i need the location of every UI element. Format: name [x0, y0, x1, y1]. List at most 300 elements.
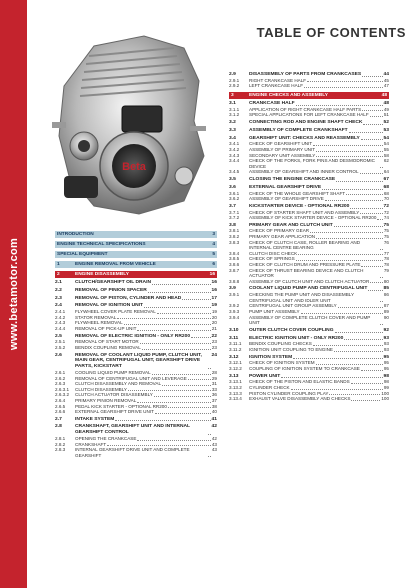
dot-leader — [334, 348, 383, 352]
toc-entry-number: 2.9.2 — [229, 83, 240, 89]
toc-entry-page: 85 — [383, 286, 389, 292]
dot-leader — [155, 410, 211, 414]
toc-entry-number: 2.6.3.2 — [55, 392, 70, 398]
toc-entry-number: 2.6.2 — [55, 375, 66, 381]
toc-entry-number: 3.8.2 — [229, 234, 240, 240]
dot-leader — [191, 334, 211, 338]
toc-entry-number: 3.6.1 — [229, 190, 240, 196]
toc-entry-page: 17 — [211, 295, 217, 301]
toc-entry-page: 24 — [211, 352, 217, 358]
toc-entry-title: REMOVAL OF IGNITION UNIT — [75, 303, 144, 309]
toc-entry-number: 3.3 — [229, 127, 236, 133]
toc-band-specifications[interactable]: ENGINE TECHNICAL SPECIFICATIONS 4 — [57, 242, 215, 247]
engine-photo — [34, 26, 216, 220]
toc-entry-title: COUPLING OF IGNITION SYSTEM TO CRANKCASE — [249, 365, 360, 371]
dot-leader — [322, 186, 382, 190]
toc-entry-page: 75 — [383, 222, 389, 228]
toc-entry-title: RIGHT CRANKCASE HALF — [249, 77, 307, 83]
toc-entry-page: 95 — [383, 365, 389, 371]
toc-entry-page: 75 — [383, 228, 389, 234]
toc-entry-number: 3.4.2 — [229, 146, 240, 152]
toc-entry-number: 3.1.2 — [229, 112, 240, 118]
toc-entry-number: 3.8.4 — [229, 250, 240, 256]
toc-entry-title: CLUTCH DISASSEMBLY AND REMOVAL — [75, 381, 162, 387]
toc-entry-page: 89 — [383, 309, 389, 314]
toc-entry-page: 28 — [211, 369, 217, 375]
toc-entry-title: CLUTCH ACTUATOR DISASSEMBLY — [75, 392, 153, 398]
dot-leader — [208, 431, 211, 435]
dot-leader — [137, 437, 210, 441]
dot-leader — [363, 121, 382, 125]
toc-entry-title: REMOVAL OF COOLANT LIQUID PUMP, CLUTCH UNIT, MAIN GEAR, CENTRIFUGAL UNIT, GEARSHIFT DRIVE PARTS, KICKSTART — [75, 352, 202, 370]
toc-entry-number: 2.6.6 — [55, 409, 66, 415]
dot-leader — [124, 321, 211, 325]
toc-entry-title: PEDAL KICK STARTER - OPTIONAL RR200 — [75, 403, 167, 409]
dot-leader — [291, 386, 383, 390]
toc-entry-number: 2.6.1 — [55, 369, 66, 375]
toc-entry-page: 77 — [383, 250, 389, 256]
toc-entry-number: 3.11 — [229, 335, 239, 341]
toc-entry-title: CHECK OF GEARSHIFT UNIT — [249, 141, 313, 147]
toc-entry-page: 20 — [211, 320, 217, 326]
toc-entry-title: CLUTCH DISC CHECK — [249, 250, 298, 256]
toc-entry[interactable] — [55, 424, 217, 436]
toc-entry[interactable] — [229, 169, 389, 175]
toc-entry[interactable] — [229, 83, 389, 89]
dot-leader — [208, 365, 211, 369]
toc-entry-page: 20 — [211, 314, 217, 320]
toc-entry-title: EXHAUST VALVE DISASSEMBLY AND CHECKS — [249, 396, 351, 402]
toc-entry-title: CHECK OF THE WHOLE GEARSHIFT SHAFT — [249, 190, 346, 196]
toc-entry[interactable] — [55, 409, 217, 415]
sidebar-red-bar — [0, 0, 27, 588]
toc-entry-number: 2.4.2 — [55, 314, 66, 320]
dot-leader — [296, 102, 383, 106]
dot-leader — [182, 296, 210, 300]
toc-entry-number: 3.7.2 — [229, 215, 240, 221]
toc-entry-page: 80 — [383, 278, 389, 284]
dot-leader — [350, 205, 382, 209]
toc-entry-title: COOLING LIQUID PUMP REMOVAL — [75, 369, 151, 375]
beta-logo: Beta — [122, 161, 146, 173]
toc-entry-number: 3.13.2 — [229, 384, 242, 390]
dot-leader — [316, 361, 383, 365]
toc-entry-number: 3.9.4 — [229, 314, 240, 320]
toc-entry-title: CHECKING THE PUMP UNIT AND DISASSEMBLY CENTRIFUGAL UNIT AND IDLER UNIT — [249, 292, 355, 303]
toc-entry-page: 22 — [211, 333, 217, 339]
dot-leader — [301, 310, 383, 314]
toc-entry-number: 3.8.3 — [229, 239, 240, 245]
dot-leader — [307, 78, 383, 82]
dot-leader — [148, 289, 211, 293]
toc-entry-title: STATOR REMOVAL — [75, 314, 117, 320]
dot-leader — [304, 84, 383, 88]
toc-entry-title: PRIMARY GEAR APPLICATION — [249, 234, 316, 240]
toc-entry-number: 2.4.4 — [55, 325, 66, 331]
toc-right-entries — [229, 101, 389, 402]
toc-entry-number: 3.7.1 — [229, 209, 240, 215]
toc-entry-number: 2.6.4 — [55, 397, 66, 403]
toc-entry-page: 86 — [383, 292, 389, 298]
toc-entry-title: LEFT CRANKCASE HALF — [249, 83, 304, 89]
toc-entry-title: FLYWHEEL REMOVAL — [75, 320, 123, 326]
toc-entry-title: ASSEMBLY OF CLUTCH UNIT AND CLUTCH ACTUATOR — [249, 278, 370, 284]
toc-entry-page: 75 — [383, 234, 389, 240]
toc-entry-page: 98 — [383, 373, 389, 379]
toc-entry-page: 29 — [211, 375, 217, 381]
toc-entry-number: 2.8.2 — [55, 441, 66, 447]
toc-entry-page: 16 — [211, 287, 217, 293]
dot-leader — [351, 397, 380, 401]
dot-leader — [361, 263, 382, 267]
toc-entry-number: 3.4.1 — [229, 141, 240, 147]
dot-leader — [344, 336, 382, 340]
toc-entry-page: 64 — [383, 169, 389, 175]
toc-entry-title: COOLANT LIQUID PUMP AND CENTRIFUGAL UNIT — [249, 286, 368, 292]
toc-entry-title: REMOVAL OF ELECTRIC IGNITION - ONLY RR200 — [75, 333, 191, 339]
toc-entry-number: 2.8.3 — [55, 447, 66, 453]
dot-leader — [362, 73, 382, 77]
dot-leader — [313, 142, 383, 146]
toc-entry-number: 3.2 — [229, 119, 236, 125]
toc-entry-title: OPENING THE CRANKCASE — [75, 436, 137, 442]
toc-entry-page: 62 — [383, 158, 389, 164]
toc-entry[interactable] — [229, 366, 389, 372]
toc-entry-title: CLOSING THE ENGINE CRANKCASE — [249, 176, 336, 182]
dot-leader — [144, 304, 211, 308]
toc-entry-title: EXTERNAL GEARSHIFT DRIVE UNIT — [75, 409, 154, 415]
dot-leader — [142, 346, 211, 350]
toc-entry-page: 78 — [383, 256, 389, 262]
toc-entry-page: 74 — [383, 215, 389, 221]
toc-entry-number: 3.8.5 — [229, 256, 240, 262]
toc-entry-title: APPLICATION OF RIGHT CRANKCASE HALF PARTS — [249, 106, 362, 112]
dot-leader — [208, 453, 211, 457]
toc-entry-title: CHECK OF SPRINGS — [249, 256, 295, 262]
toc-entry-number: 2.9.1 — [229, 77, 240, 83]
toc-entry-page: 68 — [383, 190, 389, 196]
toc-section-1[interactable]: 1 ENGINE REMOVAL FROM VEHICLE 6 — [57, 262, 215, 267]
toc-entry[interactable] — [55, 345, 217, 351]
toc-entry[interactable] — [55, 447, 217, 458]
toc-entry[interactable] — [55, 296, 217, 302]
toc-entry-page: 19 — [211, 303, 217, 309]
toc-entry[interactable] — [229, 120, 389, 126]
toc-entry-page: 53 — [383, 127, 389, 133]
toc-section-3[interactable]: 3 ENGINE CHECKS AND ASSEMBLY 48 — [231, 92, 387, 98]
toc-entry[interactable] — [229, 196, 389, 202]
dot-leader — [310, 229, 383, 233]
toc-entry-number: 2.9 — [229, 72, 236, 77]
toc-entry[interactable] — [229, 268, 389, 279]
toc-right-column — [229, 70, 389, 402]
toc-entry-page: 52 — [383, 119, 389, 125]
toc-entry-number: 3.8 — [229, 222, 236, 228]
toc-entry[interactable] — [229, 328, 389, 334]
dot-leader — [329, 391, 380, 395]
toc-entry-number: 2.1 — [55, 280, 62, 285]
toc-entry-title: REMOVAL OF PINION SPACER — [75, 287, 147, 293]
toc-entry-title: IGNITION SYSTEM — [249, 354, 293, 360]
toc-entry-number: 3.12 — [229, 354, 239, 360]
toc-entry-title: PRIMARY PINION REMOVAL — [75, 397, 137, 403]
toc-entry-page: 72 — [383, 203, 389, 209]
toc-entry-number: 2.5.2 — [55, 344, 66, 350]
toc-entry-number: 3.4.5 — [229, 169, 240, 175]
toc-entry-title: SECONDARY UNIT ASSEMBLY — [249, 152, 316, 158]
toc-section-2[interactable]: 2 ENGINE DISASSEMBLY 16 — [57, 272, 215, 277]
toc-entry-page: 92 — [383, 327, 389, 333]
dot-leader — [380, 246, 383, 250]
toc-entry-number: 2.8 — [55, 424, 62, 430]
toc-right-top-entries — [229, 72, 389, 89]
toc-entry-page: 21 — [211, 325, 217, 331]
toc-entry-page: 42 — [211, 424, 217, 430]
dot-leader — [360, 170, 383, 174]
toc-entry[interactable] — [229, 240, 389, 251]
toc-entry[interactable] — [229, 396, 389, 402]
toc-entry-page: 49 — [383, 106, 389, 112]
toc-entry-title: INTERNAL GEARSHIFT DRIVE UNIT AND COMPLETE GEARSHIFT — [75, 447, 190, 458]
dot-leader — [316, 235, 383, 239]
toc-entry-page: 45 — [383, 77, 389, 83]
toc-entry[interactable] — [55, 280, 217, 286]
dot-leader — [380, 274, 383, 278]
toc-entry-number: 2.6.3 — [55, 381, 66, 387]
toc-entry-title: CHECK OF THRUST BEARING DEVICE AND CLUTCH ACTUATOR — [249, 267, 364, 279]
dot-leader — [107, 442, 211, 446]
toc-entry-title: CYLINDER CHECK — [249, 384, 290, 390]
toc-entry-title: CHECK OF CLUTCH DRUM AND PRESSURE PLATE — [249, 262, 361, 268]
dot-leader — [335, 329, 383, 333]
toc-entry[interactable] — [55, 326, 217, 332]
toc-entry-title: FLYWHEEL COVER PLATE REMOVAL — [75, 309, 156, 315]
toc-entry-page: 23 — [211, 339, 217, 345]
toc-band-introduction[interactable]: INTRODUCTION 3 — [57, 232, 215, 237]
toc-entry-page: 70 — [383, 196, 389, 202]
toc-entry-title: DISASSEMBLY OF PARTS FROM CRANKCASES — [249, 72, 362, 77]
toc-entry-title: REMOVAL OF START MOTOR — [75, 339, 139, 345]
toc-entry-title: CHECK OF CLUTCH CASE, ROLLER BEARING AND INTERNAL CENTRE BEARING — [249, 239, 361, 251]
toc-entry-number: 2.5.1 — [55, 339, 66, 345]
toc-entry-page: 78 — [383, 262, 389, 268]
toc-entry[interactable] — [229, 347, 389, 353]
toc-entry-page: 100 — [381, 390, 389, 396]
toc-entry-page: 33 — [211, 386, 217, 392]
toc-entry-number: 3.13 — [229, 373, 239, 379]
toc-entry-title: PUMP UNIT ASSEMBLY — [249, 309, 300, 314]
toc-entry-page: 55 — [383, 146, 389, 152]
website-url: www.betamotor.com — [8, 237, 20, 351]
toc-entry-number: 3.1.1 — [229, 106, 240, 112]
toc-entry-title: BENDIX COUPLING CHECKS — [249, 341, 312, 347]
dot-leader — [377, 216, 382, 220]
toc-entry-page: 99 — [383, 384, 389, 390]
toc-entry-page: 16 — [211, 280, 217, 285]
toc-entry[interactable] — [229, 177, 389, 183]
toc-entry-number: 3.12.1 — [229, 360, 242, 366]
toc-entry[interactable] — [229, 215, 389, 221]
dot-leader — [349, 129, 383, 133]
toc-entry-page: 87 — [383, 303, 389, 309]
toc-entry-title: REMOVAL OF CENTRIFUGAL UNIT AND LEVERAGE — [75, 375, 187, 381]
toc-entry[interactable] — [55, 417, 217, 423]
toc-entry-number: 2.5 — [55, 333, 62, 339]
toc-entry-title: KICKSTARTER DEVICE - OPTIONAL RR200 — [249, 203, 350, 209]
dot-leader — [152, 281, 211, 285]
toc-entry-title: CHECK OF IGNITION SYSTEM — [249, 360, 315, 366]
toc-entry-title: REMOVAL OF PISTON, CYLINDER AND HEAD — [75, 295, 182, 301]
toc-entry-number: 3.9.2 — [229, 303, 240, 309]
dot-leader — [281, 374, 382, 378]
toc-entry-number: 2.4.3 — [55, 320, 66, 326]
toc-entry-page: 42 — [211, 436, 217, 442]
toc-entry-page: 54 — [383, 135, 389, 141]
toc-entry-number: 3.13.4 — [229, 396, 242, 402]
toc-entry-title: ASSEMBLY OF GEARSHIFT DRIVE — [249, 196, 324, 202]
toc-entry[interactable] — [229, 315, 389, 326]
toc-entry-title: ASSEMBLY OF COMPLETE CRANKSHAFT — [249, 127, 348, 133]
toc-entry-page: 95 — [383, 354, 389, 360]
toc-entry-page: 90 — [383, 314, 389, 320]
toc-entry-number: 3.4.4 — [229, 158, 240, 164]
toc-entry-title: CONNECTING ROD AND ENGINE SHAFT CHECK — [249, 119, 363, 125]
dot-leader — [380, 321, 383, 325]
toc-entry-number: 2.6.5 — [55, 403, 66, 409]
toc-entry-number: 3.8.6 — [229, 262, 240, 268]
toc-entry[interactable] — [229, 158, 389, 169]
toc-entry-page: 100 — [381, 396, 389, 402]
toc-entry-title: GEARSHIFT UNIT: CHECKS AND REASSEMBLY — [249, 135, 360, 141]
toc-entry-title: CLUTCH DISASSEMBLY — [75, 386, 127, 392]
toc-entry-number: 3.9.3 — [229, 309, 240, 314]
toc-entry[interactable] — [55, 353, 217, 370]
toc-entry[interactable] — [55, 288, 217, 294]
toc-entry-number: 3.13.3 — [229, 390, 242, 396]
dot-leader — [152, 371, 211, 375]
toc-entry-number: 3.5 — [229, 176, 236, 182]
toc-entry-number: 2.4.1 — [55, 309, 66, 315]
toc-entry-number: 3.8.8 — [229, 278, 240, 284]
toc-entry-title: CRANKSHAFT, GEARSHIFT UNIT AND INTERNAL GEARSHIFT CONTROL — [75, 424, 190, 436]
dot-leader — [128, 387, 211, 391]
dot-leader — [380, 164, 383, 168]
toc-entry-page: 31 — [211, 381, 217, 387]
toc-entry-page: 95 — [383, 360, 389, 366]
toc-entry[interactable] — [229, 112, 389, 118]
dot-leader — [370, 113, 383, 117]
toc-entry-number: 3.4.3 — [229, 152, 240, 158]
dot-leader — [296, 257, 383, 261]
toc-entry-page: 47 — [383, 83, 389, 89]
toc-entry-number: 2.6 — [55, 352, 62, 358]
dot-leader — [188, 376, 211, 380]
toc-entry-page: 37 — [211, 397, 217, 403]
toc-entry-page: 67 — [383, 176, 389, 182]
dot-leader — [361, 136, 383, 140]
dot-leader — [316, 148, 383, 152]
dot-leader — [361, 367, 383, 371]
toc-entry-page: 36 — [211, 392, 217, 398]
toc-entry-number: 3.12.2 — [229, 365, 242, 371]
toc-entry-page: 43 — [211, 441, 217, 447]
toc-entry-page: 23 — [211, 344, 217, 350]
toc-band-special-equipment[interactable]: SPECIAL EQUIPMENT 5 — [57, 252, 215, 257]
toc-entry-page: 48 — [383, 100, 389, 106]
toc-entry-title: CENTRIFUGAL UNIT GROUP ASSEMBLY — [249, 303, 337, 309]
dot-leader — [137, 327, 210, 331]
toc-entry-number: 3.6 — [229, 184, 236, 190]
toc-entry-number: 3.6.2 — [229, 196, 240, 202]
toc-entry-number: 3.10 — [229, 327, 239, 333]
toc-entry-title: CHECK OF PRIMARY GEAR — [249, 228, 310, 234]
toc-entry-title: CLUTCH/GEARSHIFT OIL DRAIN — [75, 280, 151, 285]
dot-leader — [162, 382, 211, 386]
toc-entry-title: CHECK OF THE PISTON AND ELASTIC BANDS — [249, 379, 350, 385]
toc-entry-title: INTAKE SYSTEM — [75, 416, 115, 422]
toc-entry-title: ASSEMBLY OF KICK STARTER DEVICE - OPTIONAL RR200 — [249, 215, 377, 221]
toc-entry-page: 44 — [383, 72, 389, 77]
toc-entry-page: 54 — [383, 141, 389, 147]
dot-leader — [293, 355, 382, 359]
toc-entry-title: PISTON CYLINDER COUPLING PLAY — [249, 390, 329, 396]
dot-leader — [298, 251, 383, 255]
toc-entry-title: IGNITION UNIT COUPLING TO ENGINE — [249, 346, 333, 352]
dot-leader — [380, 298, 383, 302]
toc-entry-title: CHECK OF THE FORKS, FORK PINS AND DESMODROMIC DEVICE — [249, 158, 376, 169]
toc-entry-number: 3.13.1 — [229, 379, 242, 385]
dot-leader — [325, 197, 383, 201]
toc-entry-page: 51 — [383, 112, 389, 118]
toc-entry[interactable] — [229, 279, 389, 285]
toc-entry-page: 58 — [383, 152, 389, 158]
dot-leader — [140, 340, 211, 344]
toc-entry[interactable] — [229, 128, 389, 134]
page-title: TABLE OF CONTENTS — [256, 25, 406, 40]
toc-entry-number: 2.4 — [55, 303, 62, 309]
dot-leader — [115, 417, 210, 421]
toc-entry-title: EXTERNAL GEARSHIFT DRIVE — [249, 184, 322, 190]
toc-entry[interactable] — [229, 292, 389, 303]
dot-leader — [336, 178, 382, 182]
dot-leader — [338, 304, 383, 308]
dot-leader — [370, 279, 383, 283]
dot-leader — [157, 310, 211, 314]
dot-leader — [334, 223, 383, 227]
toc-entry-number: 3.7 — [229, 203, 236, 209]
toc-entry-page: 41 — [211, 416, 217, 422]
toc-entry-title: ELECTRIC IGNITION UNIT - ONLY RR200 — [249, 335, 344, 341]
toc-entry-number: 2.8.1 — [55, 436, 66, 442]
toc-entry-title: BENDIX COUPLING REMOVAL — [75, 344, 141, 350]
toc-entry-number: 3.9 — [229, 286, 236, 292]
toc-entry-number: 3.4 — [229, 135, 236, 141]
toc-entry-title: ASSEMBLY OF COMPLETE CLUTCH COVER AND PUMP UNIT — [249, 314, 371, 326]
dot-leader — [154, 393, 211, 397]
toc-entry-page: 76 — [383, 239, 389, 245]
dot-leader — [362, 107, 383, 111]
toc-entry-number: 3.1 — [229, 100, 236, 106]
toc-entry-page: 79 — [383, 267, 389, 273]
toc-entry-number: 3.9.1 — [229, 292, 240, 298]
toc-entry-title: ASSEMBLY OF GEARSHIFT AND INNER CONTROL — [249, 169, 359, 175]
toc-entry-page: 40 — [211, 409, 217, 415]
dot-leader — [137, 399, 211, 403]
toc-left-entries — [55, 280, 217, 458]
toc-entry-title: PRIMARY GEAR AND CLUTCH UNIT — [249, 222, 333, 228]
toc-entry-page: 38 — [211, 403, 217, 409]
toc-entry-number: 3.8.7 — [229, 267, 240, 273]
